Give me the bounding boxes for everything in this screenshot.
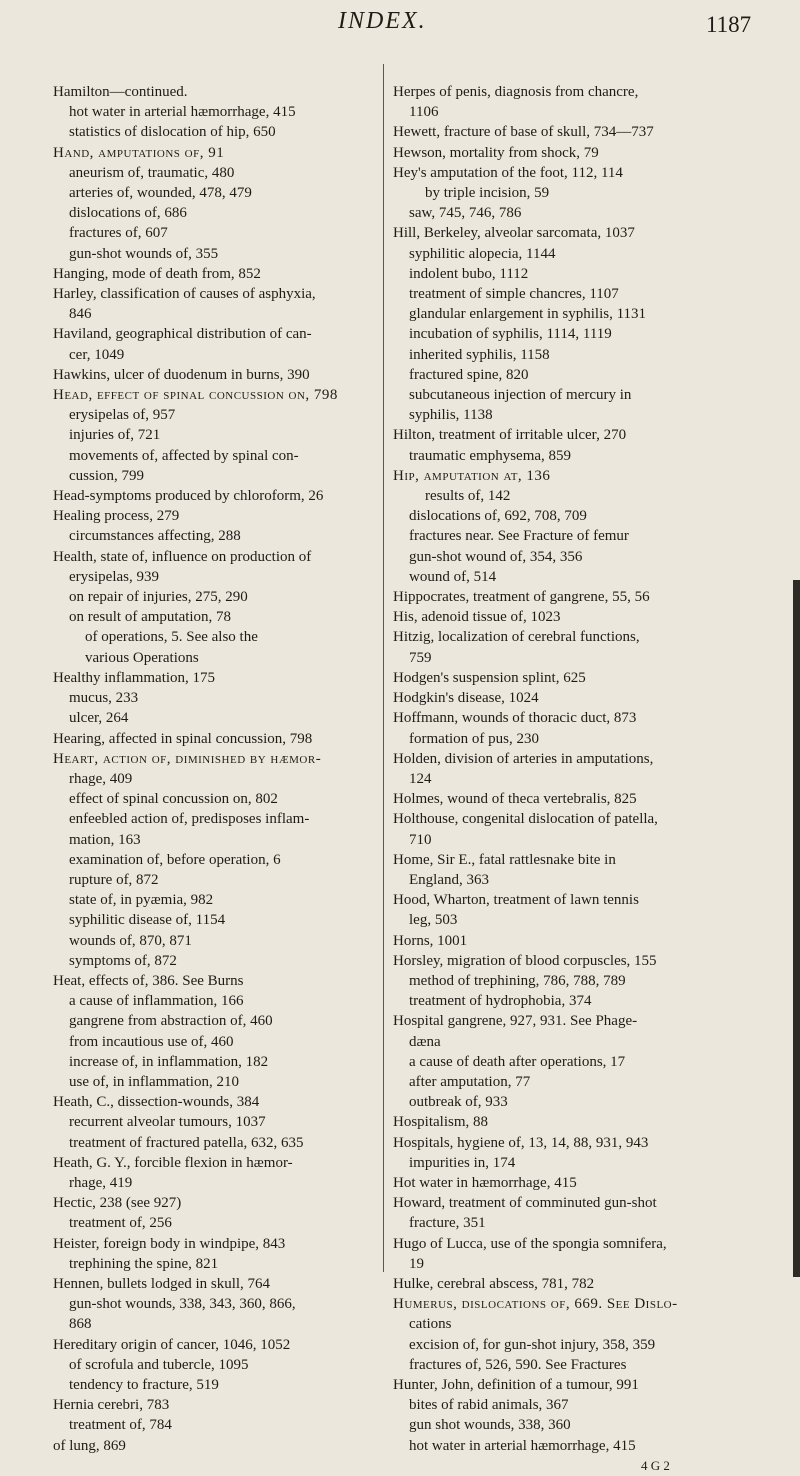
index-entry: Heath, C., dissection-wounds, 384 [53,1094,260,1111]
index-subentry: injuries of, 721 [69,427,161,444]
index-entry: Hoffmann, wounds of thoracic duct, 873 [393,710,637,727]
index-subentry: wounds of, 870, 871 [69,932,192,949]
index-subentry: cations [409,1316,452,1333]
index-entry: Herpes of penis, diagnosis from chancre, [393,84,639,100]
index-entry: Harley, classification of causes of asphyxia, [53,286,316,303]
index-subentry: rhage, 409 [69,770,133,787]
index-subentry: rupture of, 872 [69,871,159,888]
index-subentry: England, 363 [409,871,489,888]
index-entry: Hippocrates, treatment of gangrene, 55, 56 [393,589,650,606]
index-entry: Heat, effects of, 386. See Burns [53,972,244,989]
index-entry: Hey's amputation of the foot, 112, 114 [393,164,623,181]
index-column-right [393,82,738,1476]
index-subentry: wound of, 514 [409,568,497,585]
page-header [0,8,800,48]
index-subentry: trephining the spine, 821 [69,1255,219,1272]
index-entry: Hood, Wharton, treatment of lawn tennis [393,892,639,909]
index-entry: Healthy inflammation, 175 [53,669,216,686]
index-subentry: examination of, before operation, 6 [69,851,281,868]
index-entry: Hugo of Lucca, use of the spongia somnifera, [393,1235,667,1252]
index-subentry: fractured spine, 820 [409,366,529,383]
index-subentry: glandular enlargement in syphilis, 1131 [409,306,647,323]
index-subentry: impurities in, 174 [409,1154,516,1171]
index-subentry: saw, 745, 746, 786 [409,205,522,222]
index-subentry: treatment of simple chancres, 1107 [409,286,619,303]
signature-mark: 4 G 2 [641,1457,670,1473]
index-entry: Head, effect of spinal concussion on, 798 [53,387,338,404]
index-subentry: hot water in arterial hæmorrhage, 415 [69,104,296,121]
index-subentry: dislocations of, 692, 708, 709 [409,508,587,525]
index-entry: Hawkins, ulcer of duodenum in burns, 390 [53,366,310,383]
index-entry: Hamilton—continued. [53,84,188,100]
index-subentry: 759 [409,649,432,666]
index-entry: Haviland, geographical distribution of can- [53,326,312,343]
index-subentry: fractures of, 526, 590. See Fractures [409,1356,627,1373]
index-subentry: a cause of death after operations, 17 [409,1053,626,1070]
index-entry: Hip, amputation at, 136 [393,467,551,484]
index-subentry: ulcer, 264 [69,710,129,727]
index-entry: Home, Sir E., fatal rattlesnake bite in [393,851,616,868]
index-subentry: various Operations [85,649,199,666]
index-subentry: from incautious use of, 460 [69,1033,234,1050]
index-entry: Hereditary origin of cancer, 1046, 1052 [53,1336,291,1353]
index-entry: Hectic, 238 (see 927) [53,1195,182,1212]
index-subentry: fracture, 351 [409,1215,486,1232]
index-entry: Hunter, John, definition of a tumour, 991 [393,1377,639,1393]
index-subentry: 868 [69,1316,92,1333]
index-subentry: treatment of, 256 [69,1215,172,1232]
column-divider [383,64,384,1272]
index-entry: Hennen, bullets lodged in skull, 764 [53,1275,271,1292]
index-subentry: effect of spinal concussion on, 802 [69,791,278,808]
index-subentry: fractures near. See Fracture of femur [409,528,629,545]
index-subentry: mucus, 233 [69,690,139,707]
index-entry: Hospitals, hygiene of, 13, 14, 88, 931, 943 [393,1134,649,1151]
index-subentry: movements of, affected by spinal con- [69,447,299,464]
index-entry: Humerus, dislocations of, 669. See Dislo- [393,1296,678,1313]
index-subentry: increase of, in inflammation, 182 [69,1053,269,1070]
index-subentry: treatment of fractured patella, 632, 635 [69,1134,304,1151]
running-head: INDEX. [338,8,427,34]
index-subentry: syphilitic disease of, 1154 [69,912,226,929]
index-column-left [53,82,381,1456]
index-subentry: 124 [409,770,432,787]
index-subentry: state of, in pyæmia, 982 [69,892,214,909]
index-subentry: dislocations of, 686 [69,205,187,222]
index-subentry: results of, 142 [425,488,511,505]
index-subentry: by triple incision, 59 [425,185,550,202]
page-number: 1187 [706,12,752,37]
index-subentry: symptoms of, 872 [69,952,177,969]
index-entry: Heister, foreign body in windpipe, 843 [53,1235,286,1252]
index-subentry: traumatic emphysema, 859 [409,447,572,464]
index-subentry: dæna [409,1033,441,1050]
index-entry: Hulke, cerebral abscess, 781, 782 [393,1275,595,1292]
index-subentry: statistics of dislocation of hip, 650 [69,124,276,141]
index-entry: His, adenoid tissue of, 1023 [393,609,561,626]
index-entry: Horsley, migration of blood corpuscles, 155 [393,952,657,969]
index-entry: of lung, 869 [53,1437,126,1454]
index-subentry: of scrofula and tubercle, 1095 [69,1356,249,1373]
index-subentry: erysipelas of, 957 [69,407,176,424]
index-subentry: erysipelas, 939 [69,568,159,585]
index-subentry: recurrent alveolar tumours, 1037 [69,1114,266,1131]
index-subentry: 710 [409,831,432,848]
index-entry: Holden, division of arteries in amputations, [393,750,654,767]
index-entry: Hitzig, localization of cerebral functions, [393,629,640,646]
index-subentry: subcutaneous injection of mercury in [409,387,632,404]
index-entry: Heart, action of, diminished by hæmor- [53,750,322,767]
index-subentry: inherited syphilis, 1158 [409,346,550,363]
index-subentry: cer, 1049 [69,346,125,363]
index-entry: Hospital gangrene, 927, 931. See Phage- [393,1013,638,1030]
index-subentry: leg, 503 [409,912,458,929]
index-subentry: syphilis, 1138 [409,407,493,424]
index-subentry: incubation of syphilis, 1114, 1119 [409,326,612,343]
index-subentry: gangrene from abstraction of, 460 [69,1013,273,1030]
index-subentry: 846 [69,306,92,323]
index-subentry: 19 [409,1255,424,1272]
index-subentry: 1106 [409,104,439,121]
index-entry: Hot water in hæmorrhage, 415 [393,1174,577,1191]
index-entry: Heath, G. Y., forcible flexion in hæmor- [53,1154,293,1171]
index-entry: Hand, amputations of, 91 [53,144,225,161]
index-entry: Healing process, 279 [53,508,180,525]
index-subentry: gun-shot wound of, 354, 356 [409,548,583,565]
index-subentry: of operations, 5. See also the [85,629,258,646]
index-entry: Hewett, fracture of base of skull, 734—737 [393,124,654,141]
page-edge-shadow [793,580,800,1277]
index-subentry: rhage, 419 [69,1174,133,1191]
index-subentry: treatment of, 784 [69,1417,172,1434]
index-entry: Head-symptoms produced by chloroform, 26 [53,488,324,505]
index-subentry: mation, 163 [69,831,141,848]
index-subentry: indolent bubo, 1112 [409,265,529,282]
index-subentry: gun-shot wounds, 338, 343, 360, 866, [69,1296,296,1313]
index-entry: Health, state of, influence on production of [53,548,312,565]
index-subentry: after amputation, 77 [409,1073,531,1090]
index-entry: Howard, treatment of comminuted gun-shot [393,1195,657,1212]
index-subentry: cussion, 799 [69,467,144,484]
index-subentry: gun shot wounds, 338, 360 [409,1417,571,1434]
index-entry: Hill, Berkeley, alveolar sarcomata, 1037 [393,225,635,242]
index-subentry: use of, in inflammation, 210 [69,1073,239,1090]
index-subentry: excision of, for gun-shot injury, 358, 359 [409,1336,656,1353]
index-subentry: outbreak of, 933 [409,1094,508,1111]
index-entry: Hospitalism, 88 [393,1114,489,1131]
index-entry: Hilton, treatment of irritable ulcer, 270 [393,427,627,444]
index-subentry: hot water in arterial hæmorrhage, 415 [409,1437,636,1454]
index-entry: Hernia cerebri, 783 [53,1397,170,1414]
index-entry: Hewson, mortality from shock, 79 [393,144,599,161]
index-subentry: fractures of, 607 [69,225,168,242]
index-subentry: on result of amputation, 78 [69,609,232,626]
index-subentry: a cause of inflammation, 166 [69,993,244,1010]
index-subentry: arteries of, wounded, 478, 479 [69,185,252,202]
index-subentry: enfeebled action of, predisposes inflam- [69,811,310,828]
index-subentry: circumstances affecting, 288 [69,528,241,545]
index-entry: Hanging, mode of death from, 852 [53,265,261,282]
index-subentry: method of trephining, 786, 788, 789 [409,972,626,989]
index-entry: Holmes, wound of theca vertebralis, 825 [393,791,637,808]
index-entry: Hodgen's suspension splint, 625 [393,669,586,686]
index-subentry: aneurism of, traumatic, 480 [69,164,235,181]
index-subentry: bites of rabid animals, 367 [409,1397,569,1414]
index-entry: Hodgkin's disease, 1024 [393,690,539,707]
index-entry: Horns, 1001 [393,932,468,949]
index-entry: Holthouse, congenital dislocation of patella, [393,811,658,828]
index-subentry: treatment of hydrophobia, 374 [409,993,592,1010]
index-subentry: tendency to fracture, 519 [69,1377,219,1393]
index-entry: Hearing, affected in spinal concussion, 798 [53,730,313,747]
index-subentry: on repair of injuries, 275, 290 [69,589,248,606]
index-subentry: gun-shot wounds of, 355 [69,245,219,262]
index-subentry: formation of pus, 230 [409,730,539,747]
index-subentry: syphilitic alopecia, 1144 [409,245,556,262]
